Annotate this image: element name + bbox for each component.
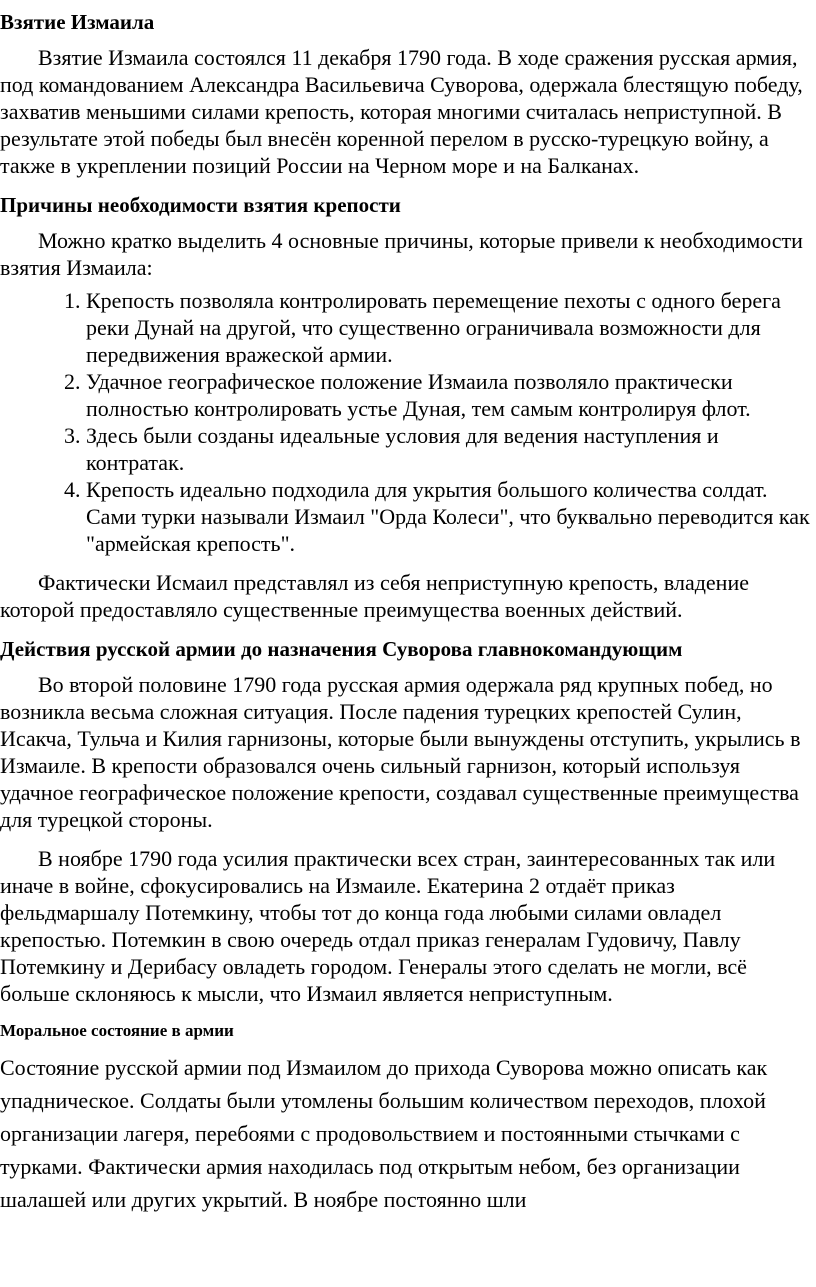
paragraph-reasons-intro: Можно кратко выделить 4 основные причины, которые привели к необходимости взятия Измаила: [0, 228, 803, 280]
list-item: 4. Крепость идеально подходила для укрытия большого количества солдат. Сами турки называли Измаил "Орда Колеси", что буквально переводится как "армейская крепость". [86, 476, 816, 557]
paragraph-intro: Взятие Измаила состоялся 11 декабря 1790 года. В ходе сражения русская армия, под командованием Александра Васильевича Суворова, одержала блестящую победу, захватив меньшими силами крепость, которая многими считалась неприступной. В результате этой победы был внесён коренной перелом в русско-турецкую войну, а также в укреплении позиций России на Черном море и на Балканах. [0, 45, 803, 178]
section-heading-russian-army-actions: Действия русской армии до назначения Суворова главнокомандующим [0, 637, 683, 661]
reasons-list [0, 287, 816, 557]
paragraph-actions-1: Во второй половине 1790 года русская армия одержала ряд крупных побед, но возникла весьма сложная ситуация. После падения турецких крепостей Сулин, Исакча, Тульча и Килия гарнизоны, которые были вынуждены отступить, укрылись в Измаиле. В крепости образовался очень сильный гарнизон, который используя удачное географическое положение крепости, создавал существенные преимущества для турецкой стороны. [0, 672, 801, 832]
list-item: 1. Крепость позволяла контролировать перемещение пехоты с одного берега реки Дунай на другой, что существенно ограничивала возможности для передвижения вражеской армии. [86, 287, 816, 368]
paragraph-reasons-summary: Фактически Исмаил представлял из себя неприступную крепость, владение которой предоставляло существенные преимущества военных действий. [0, 570, 749, 622]
paragraph-actions-2: В ноябре 1790 года усилия практически всех стран, заинтересованных так или иначе в войне, сфокусировались на Измаиле. Екатерина 2 отдаёт приказ фельдмаршалу Потемкину, чтобы тот до конца года любыми силами овладел крепостью. Потемкин в свою очередь отдал приказ генералам Гудовичу, Павлу Потемкину и Дерибасу овладеть городом. Генералы этого сделать не могли, всё больше склоняюсь к мысли, что Измаил является неприступным. [0, 846, 776, 1006]
section-heading-morale: Моральное состояние в армии [0, 1021, 234, 1040]
list-item: 3. Здесь были созданы идеальные условия для ведения наступления и контратак. [86, 422, 816, 476]
section-heading-reasons: Причины необходимости взятия крепости [0, 193, 401, 217]
paragraph-morale: Состояние русской армии под Измаилом до прихода Суворова можно описать как упадническое. Солдаты были утомлены большим количеством переходов, плохой организации лагеря, перебоями с продовольствием и постоянными стычками с турками. Фактически армия находилась под открытым небом, без организации шалашей или других укрытий. В ноябре постоянно шли [0, 1055, 768, 1212]
section-heading-capture-of-izmail: Взятие Измаила [0, 10, 155, 34]
list-item: 2. Удачное географическое положение Измаила позволяло практически полностью контролировать устье Дуная, тем самым контролируя флот. [86, 368, 816, 422]
